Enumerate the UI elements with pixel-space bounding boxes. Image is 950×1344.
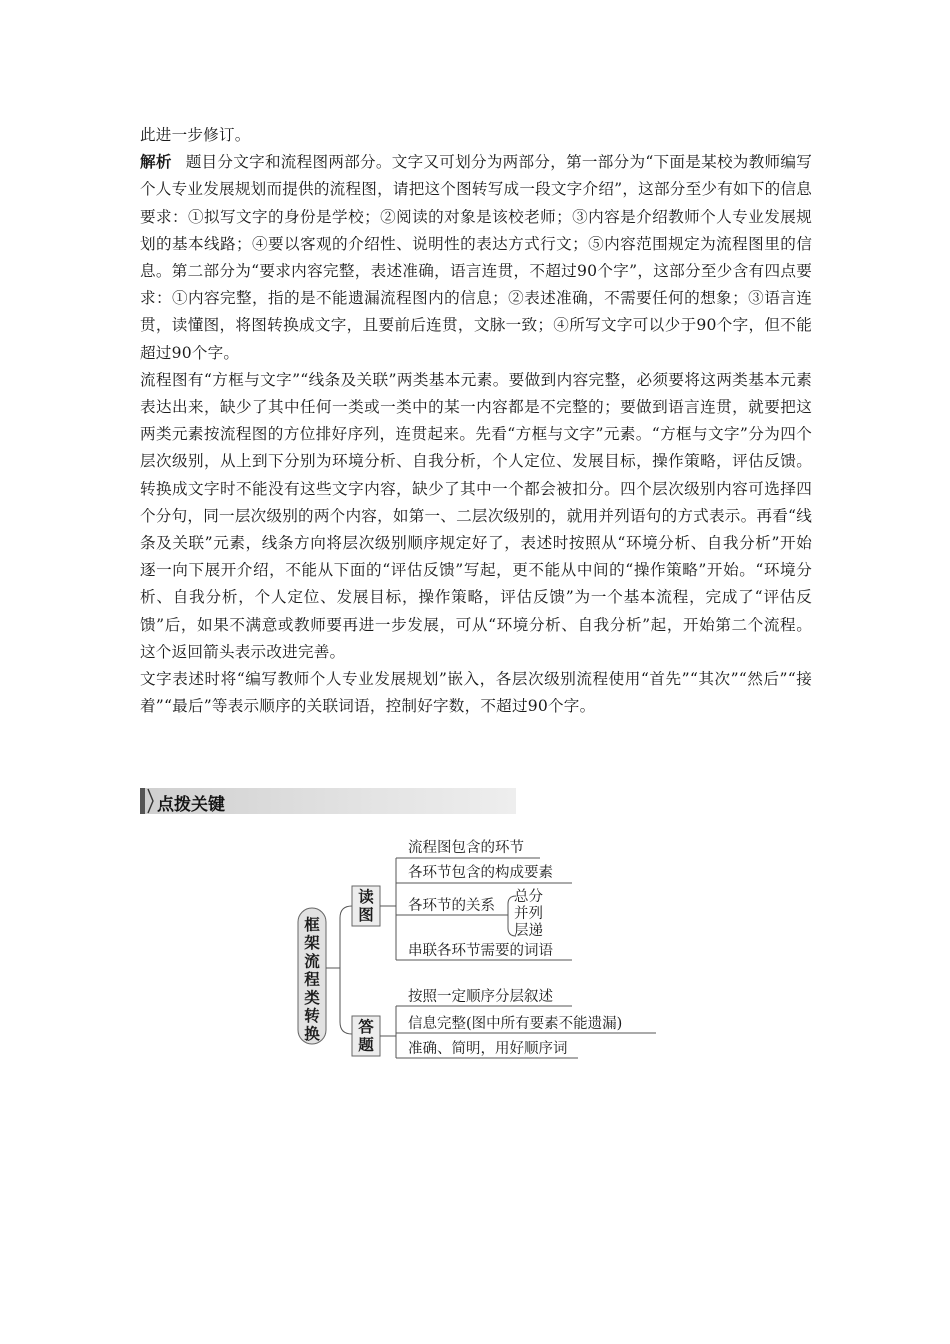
analysis-text: 题目分文字和流程图两部分。文字又可划分为两部分，第一部分为“下面是某校为教师编写个人专业发展规划而提供的流程图，请把这个图转写成一段文字介绍”，这部分至少有如下的信息要求：①拟写文字的身份是学校；②阅读的对象是该校老师；③内容是介绍教师个人专业发展规划的基本线路；④要以客观的介绍性、说明性的表达方式行文；⑤内容范围规定为流程图里的信息。第二部分为“要求内容完整，表述准确，语言连贯，不超过90个字”，这部分至少含有四点要求：①内容完整，指的是不能遗漏流程图内的信息；②表述准确，不需要任何的想象；③语言连贯，读懂图，将图转换成文字，且要前后连贯，文脉一致；④所写文字可以少于90个字，但不能超过90个字。: [140, 153, 812, 362]
answer-item-order: 按照一定顺序分层叙述: [408, 989, 553, 1005]
read-item-elements: 各环节包含的构成要素: [408, 865, 553, 881]
read-item-relations: 各环节的关系: [408, 898, 495, 914]
branch-read-char-1: 读: [358, 888, 374, 906]
answer-item-complete: 信息完整(图中所有要素不能遗漏): [408, 1016, 623, 1032]
branch-read-char-2: 图: [358, 906, 374, 924]
relation-parallel: 并列: [514, 906, 543, 922]
analysis-label: 解析: [140, 153, 172, 172]
read-item-words: 串联各环节需要的词语: [408, 943, 553, 959]
main-connector-lines: [326, 906, 352, 1034]
branch-answer-char-2: 题: [358, 1036, 374, 1054]
paragraph-flowchart-elements: 流程图有“方框与文字”“线条及关联”两类基本元素。要做到内容完整，必须要将这两类基本元素表达出来，缺少了其中任何一类或一类中的某一内容都是不完整的；要做到语言连贯，就要把这两类元素按流程图的方位排好序列，连贯起来。先看“方框与文字”元素。“方框与文字”分为四个层次级别，从上到下分别为环境分析、自我分析，个人定位、发展目标，操作策略，评估反馈。转换成文字时不能没有这些文字内容，缺少了其中一个都会被扣分。四个层次级别内容可选择四个分句，同一层次级别的两个内容，如第一、二层次级别的，就用并列语句的方式表示。再看“线条及关联”元素，线条方向将层次级别顺序规定好了，表述时按照从“环境分析、自我分析”开始逐一向下展开介绍，不能从下面的“评估反馈”写起，更不能从中间的“操作策略”开始。“环境分析、自我分析，个人定位、发展目标，操作策略，评估反馈”为一个基本流程，完成了“评估反馈”后，如果不满意或教师要再进一步发展，可从“环境分析、自我分析”起，开始第二个流程。这个返回箭头表示改进完善。: [140, 370, 812, 661]
root-char: 程: [304, 970, 320, 989]
root-char: 转: [304, 1007, 320, 1025]
paragraph-continuation: 此进一步修订。: [140, 126, 251, 144]
relation-total-sub: 总分: [514, 889, 543, 905]
root-char: 流: [304, 952, 320, 971]
branch-answer-char-1: 答: [358, 1018, 374, 1036]
answer-item-accurate: 准确、简明，用好顺序词: [408, 1041, 568, 1057]
paragraph-expression: 文字表述时将“编写教师个人专业发展规划”嵌入，各层次级别流程使用“首先”“其次”“然后”“接着”“最后”等表示顺序的关联词语，控制好字数，不超过90个字。: [140, 670, 812, 716]
read-item-steps: 流程图包含的环节: [408, 840, 524, 856]
root-char: 框: [304, 916, 320, 934]
root-char: 架: [304, 934, 320, 953]
root-char: 换: [304, 1025, 320, 1044]
root-label: [304, 916, 320, 1043]
relation-progressive: 层递: [514, 923, 543, 939]
section-title: 点拨关键: [157, 795, 225, 815]
root-char: 类: [304, 988, 320, 1007]
